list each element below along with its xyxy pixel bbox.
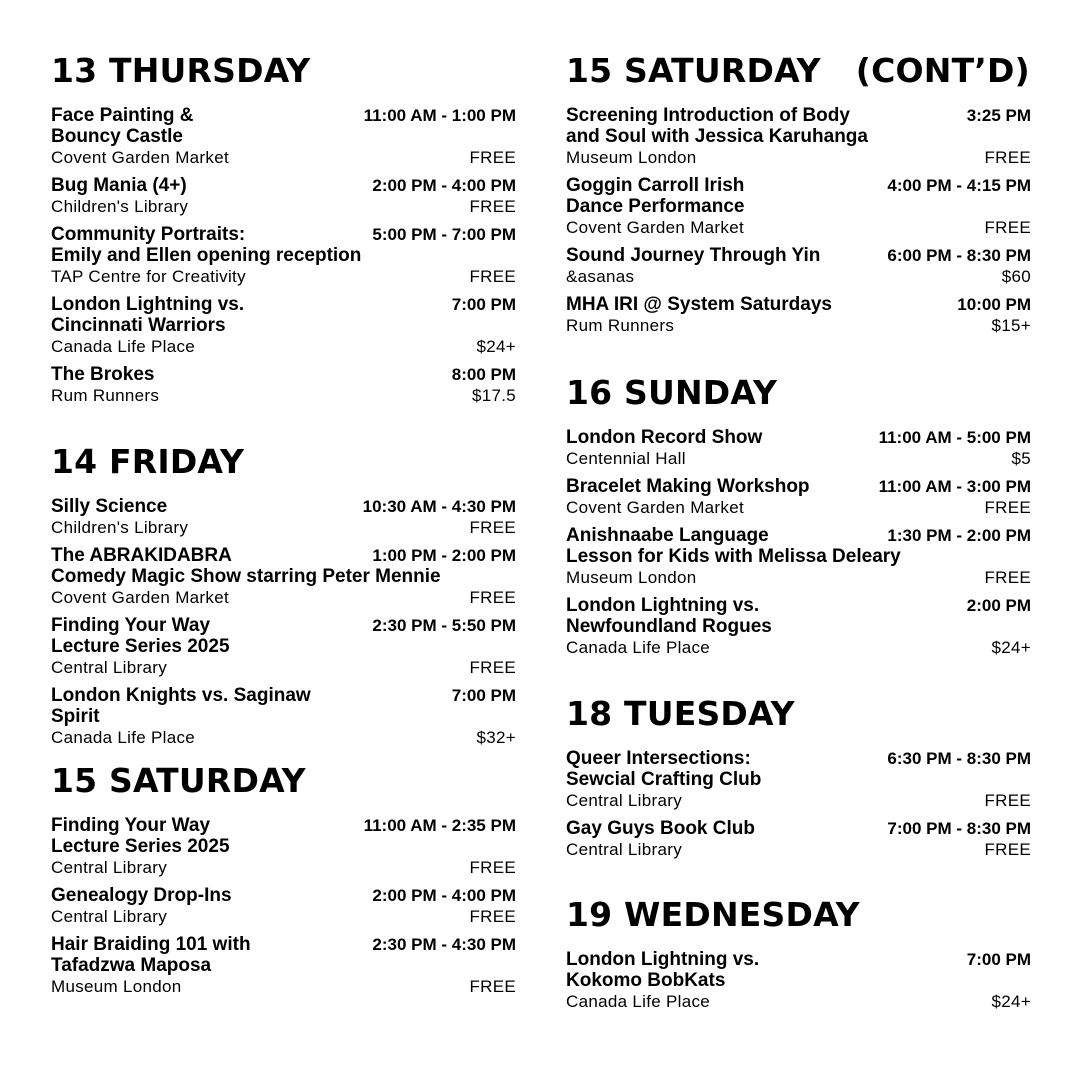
event-item xyxy=(566,476,1031,518)
event-title: Community Portraits: Emily and Ellen opening reception xyxy=(51,224,362,266)
event-item xyxy=(51,294,516,357)
event-header xyxy=(566,245,1031,266)
event-title: Sound Journey Through Yin xyxy=(566,245,821,266)
event-title: MHA IRI @ System Saturdays xyxy=(566,294,832,315)
event-header xyxy=(566,818,1031,839)
event-price: FREE xyxy=(469,518,516,537)
event-venue: Covent Garden Market xyxy=(566,218,744,237)
event-footer xyxy=(566,790,1031,811)
event-venue: Covent Garden Market xyxy=(51,588,229,607)
event-footer xyxy=(51,657,516,678)
event-venue: Central Library xyxy=(51,858,167,877)
event-list xyxy=(51,815,516,1004)
event-price: $24+ xyxy=(991,638,1031,657)
event-item xyxy=(566,245,1031,287)
event-venue: Museum London xyxy=(566,148,697,167)
event-title: Genealogy Drop-Ins xyxy=(51,885,232,906)
event-item xyxy=(566,525,1031,588)
event-footer xyxy=(566,567,1031,588)
event-list xyxy=(566,949,1031,1019)
event-price: $24+ xyxy=(476,337,516,356)
event-item xyxy=(51,685,516,748)
event-footer xyxy=(51,976,516,997)
event-venue: Canada Life Place xyxy=(566,638,711,657)
event-venue: Canada Life Place xyxy=(51,728,196,747)
event-venue: Canada Life Place xyxy=(51,337,196,356)
event-price: FREE xyxy=(984,218,1031,237)
event-title: London Lightning vs. Cincinnati Warriors xyxy=(51,294,245,336)
event-time: 7:00 PM - 8:30 PM xyxy=(887,819,1031,838)
event-item xyxy=(51,105,516,168)
event-header xyxy=(566,294,1031,315)
event-title: Bracelet Making Workshop xyxy=(566,476,810,497)
event-price: FREE xyxy=(469,658,516,677)
event-venue: Museum London xyxy=(51,977,182,996)
event-footer xyxy=(51,266,516,287)
event-time: 2:30 PM - 5:50 PM xyxy=(372,616,516,635)
event-footer xyxy=(51,857,516,878)
event-price: FREE xyxy=(984,791,1031,810)
event-item xyxy=(566,427,1031,469)
event-header xyxy=(51,685,516,727)
event-time: 5:00 PM - 7:00 PM xyxy=(372,225,516,244)
event-time: 7:00 PM xyxy=(451,295,516,314)
event-list xyxy=(566,105,1031,343)
event-title: London Record Show xyxy=(566,427,763,448)
event-price: FREE xyxy=(984,568,1031,587)
event-time: 11:00 AM - 5:00 PM xyxy=(878,428,1031,447)
event-title: Queer Intersections: Sewcial Crafting Club xyxy=(566,748,762,790)
event-price: FREE xyxy=(984,840,1031,859)
event-title: London Lightning vs. Kokomo BobKats xyxy=(566,949,760,991)
day-heading: 15 SATURDAY xyxy=(51,761,306,800)
event-footer xyxy=(51,336,516,357)
event-footer xyxy=(566,315,1031,336)
event-price: FREE xyxy=(469,907,516,926)
event-header xyxy=(566,525,1031,567)
event-header xyxy=(566,595,1031,637)
event-title: Gay Guys Book Club xyxy=(566,818,755,839)
event-header xyxy=(51,934,516,976)
event-header xyxy=(566,748,1031,790)
event-price: $32+ xyxy=(476,728,516,747)
event-footer xyxy=(566,266,1031,287)
event-item xyxy=(51,545,516,608)
event-title: Finding Your Way Lecture Series 2025 xyxy=(51,815,230,857)
event-price: FREE xyxy=(469,197,516,216)
event-title: Anishnaabe Language Lesson for Kids with Melissa Deleary xyxy=(566,525,901,567)
event-header xyxy=(51,885,516,906)
event-header xyxy=(51,496,516,517)
event-time: 1:00 PM - 2:00 PM xyxy=(372,546,516,565)
day-heading: 15 SATURDAY (CONT’D) xyxy=(566,51,1030,90)
event-time: 2:00 PM - 4:00 PM xyxy=(372,886,516,905)
event-header xyxy=(566,427,1031,448)
event-item xyxy=(566,949,1031,1012)
event-time: 2:30 PM - 4:30 PM xyxy=(372,935,516,954)
event-price: $17.5 xyxy=(471,386,516,405)
event-list xyxy=(51,496,516,755)
event-footer xyxy=(51,727,516,748)
event-footer xyxy=(566,497,1031,518)
event-item xyxy=(566,595,1031,658)
event-price: FREE xyxy=(469,148,516,167)
event-price: $60 xyxy=(1001,267,1031,286)
event-venue: TAP Centre for Creativity xyxy=(51,267,246,286)
event-time: 7:00 PM xyxy=(966,950,1031,969)
event-title: The Brokes xyxy=(51,364,155,385)
event-time: 11:00 AM - 1:00 PM xyxy=(363,106,516,125)
event-venue: Central Library xyxy=(51,907,167,926)
day-heading: 13 THURSDAY xyxy=(51,51,311,90)
event-price: $5 xyxy=(1011,449,1031,468)
event-time: 2:00 PM xyxy=(966,596,1031,615)
event-venue: Central Library xyxy=(566,791,682,810)
event-price: $15+ xyxy=(991,316,1031,335)
event-footer xyxy=(51,587,516,608)
event-time: 8:00 PM xyxy=(451,365,516,384)
event-item xyxy=(51,175,516,217)
event-time: 1:30 PM - 2:00 PM xyxy=(887,526,1031,545)
event-item xyxy=(51,364,516,406)
event-venue: &asanas xyxy=(566,267,635,286)
event-time: 10:00 PM xyxy=(957,295,1031,314)
event-time: 6:00 PM - 8:30 PM xyxy=(887,246,1031,265)
event-header xyxy=(51,615,516,657)
event-venue: Children's Library xyxy=(51,197,189,216)
event-time: 3:25 PM xyxy=(966,106,1031,125)
event-time: 6:30 PM - 8:30 PM xyxy=(887,749,1031,768)
event-venue: Central Library xyxy=(566,840,682,859)
event-footer xyxy=(566,217,1031,238)
event-item xyxy=(51,885,516,927)
event-list xyxy=(51,105,516,413)
event-title: The ABRAKIDABRA Comedy Magic Show starring Peter Mennie xyxy=(51,545,441,587)
day-heading: 19 WEDNESDAY xyxy=(566,895,860,934)
event-header xyxy=(51,545,516,587)
event-list xyxy=(566,748,1031,867)
event-title: London Knights vs. Saginaw Spirit xyxy=(51,685,311,727)
event-price: FREE xyxy=(469,858,516,877)
event-header xyxy=(51,815,516,857)
event-price: FREE xyxy=(984,148,1031,167)
event-venue: Canada Life Place xyxy=(566,992,711,1011)
event-header xyxy=(566,476,1031,497)
event-header xyxy=(51,364,516,385)
event-header xyxy=(566,105,1031,147)
event-venue: Central Library xyxy=(51,658,167,677)
event-header xyxy=(51,175,516,196)
event-title: Screening Introduction of Body and Soul with Jessica Karuhanga xyxy=(566,105,868,147)
event-header xyxy=(51,224,516,266)
event-title: Goggin Carroll Irish Dance Performance xyxy=(566,175,745,217)
event-item xyxy=(566,175,1031,238)
day-heading: 14 FRIDAY xyxy=(51,442,245,481)
event-item xyxy=(51,934,516,997)
event-title: Face Painting & Bouncy Castle xyxy=(51,105,194,147)
event-item xyxy=(566,105,1031,168)
event-venue: Rum Runners xyxy=(51,386,160,405)
event-price: FREE xyxy=(469,588,516,607)
event-price: FREE xyxy=(469,977,516,996)
event-item xyxy=(51,815,516,878)
event-footer xyxy=(51,906,516,927)
event-header xyxy=(566,175,1031,217)
event-footer xyxy=(51,196,516,217)
event-footer xyxy=(566,991,1031,1012)
event-venue: Centennial Hall xyxy=(566,449,686,468)
event-title: Hair Braiding 101 with Tafadzwa Maposa xyxy=(51,934,251,976)
event-footer xyxy=(51,147,516,168)
event-price: $24+ xyxy=(991,992,1031,1011)
event-time: 11:00 AM - 2:35 PM xyxy=(363,816,516,835)
event-title: Bug Mania (4+) xyxy=(51,175,187,196)
event-price: FREE xyxy=(469,267,516,286)
day-heading: 16 SUNDAY xyxy=(566,373,778,412)
event-title: London Lightning vs. Newfoundland Rogues xyxy=(566,595,772,637)
event-venue: Covent Garden Market xyxy=(566,498,744,517)
event-time: 11:00 AM - 3:00 PM xyxy=(878,477,1031,496)
event-item xyxy=(566,748,1031,811)
event-list xyxy=(566,427,1031,665)
event-footer xyxy=(51,385,516,406)
day-heading: 18 TUESDAY xyxy=(566,694,795,733)
event-footer xyxy=(566,448,1031,469)
event-footer xyxy=(566,839,1031,860)
event-venue: Rum Runners xyxy=(566,316,675,335)
event-header xyxy=(566,949,1031,991)
event-footer xyxy=(51,517,516,538)
event-venue: Covent Garden Market xyxy=(51,148,229,167)
event-item xyxy=(566,818,1031,860)
event-item xyxy=(51,496,516,538)
event-footer xyxy=(566,147,1031,168)
event-time: 7:00 PM xyxy=(451,686,516,705)
event-item xyxy=(51,224,516,287)
event-header xyxy=(51,294,516,336)
event-header xyxy=(51,105,516,147)
event-venue: Museum London xyxy=(566,568,697,587)
event-time: 4:00 PM - 4:15 PM xyxy=(887,176,1031,195)
event-item xyxy=(566,294,1031,336)
event-title: Finding Your Way Lecture Series 2025 xyxy=(51,615,230,657)
event-price: FREE xyxy=(984,498,1031,517)
event-footer xyxy=(566,637,1031,658)
event-time: 2:00 PM - 4:00 PM xyxy=(372,176,516,195)
event-venue: Children's Library xyxy=(51,518,189,537)
event-title: Silly Science xyxy=(51,496,168,517)
event-time: 10:30 AM - 4:30 PM xyxy=(362,497,516,516)
event-item xyxy=(51,615,516,678)
